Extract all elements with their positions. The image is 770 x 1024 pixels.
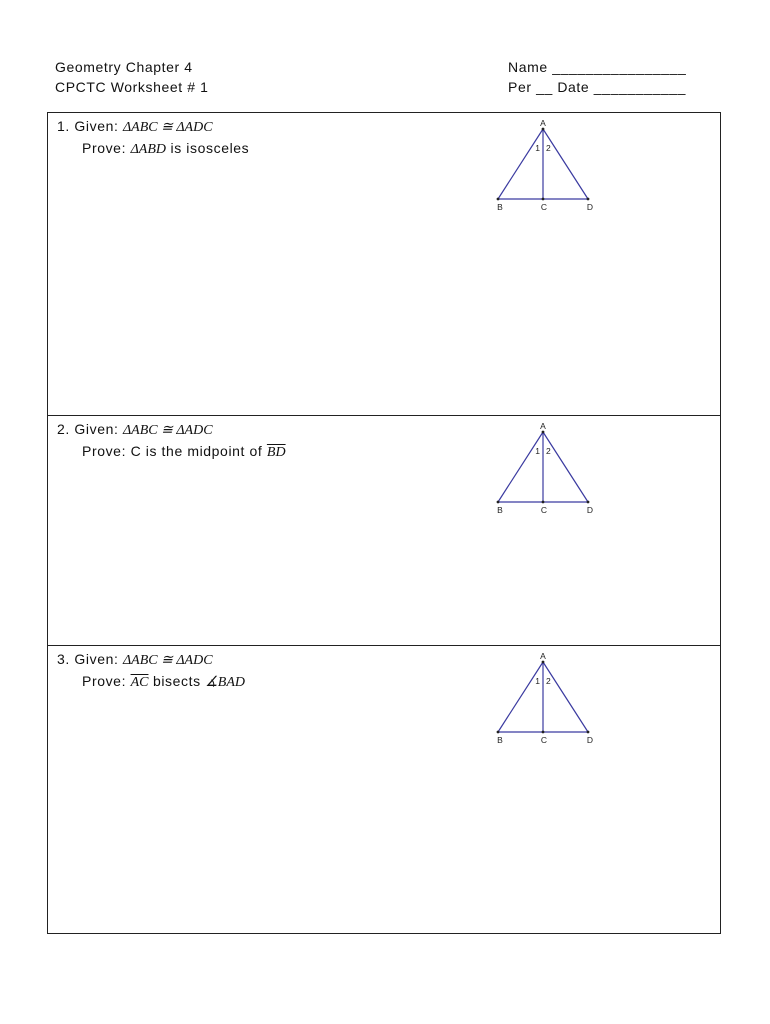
name-line: Name ________________ (508, 59, 687, 75)
vertex-d-point (587, 198, 590, 201)
vertex-c-point (542, 731, 545, 734)
side-ab (498, 129, 543, 199)
label-angle-1: 1 (535, 143, 540, 153)
problem-number: 3. (57, 651, 70, 667)
prove-text: is isosceles (170, 140, 250, 156)
prove-label: Prove: (82, 443, 127, 459)
label-d: D (586, 735, 594, 745)
label-d: D (586, 202, 594, 212)
vertex-c-point (542, 198, 545, 201)
vertex-c-point (542, 501, 545, 504)
side-ab (498, 662, 543, 732)
prove-math-angle: ∡BAD (205, 675, 245, 690)
label-angle-1: 1 (535, 446, 540, 456)
side-ad (543, 129, 588, 199)
vertex-a-point (542, 128, 545, 131)
label-a: A (540, 421, 546, 431)
label-b: B (497, 505, 503, 515)
prove-math: ΔABD (130, 142, 166, 157)
side-ad (543, 432, 588, 502)
triangle-figure (488, 420, 608, 520)
prove-math: $\overline{BD}$ (266, 445, 286, 460)
given-statement: ΔABC ≅ ΔADC (122, 120, 213, 135)
per-date-line: Per __ Date ___________ (508, 79, 687, 95)
problem-1-prove (82, 138, 249, 160)
problem-3-box (47, 645, 721, 934)
problem-number: 2. (57, 421, 70, 437)
given-statement: ΔABC ≅ ΔADC (122, 653, 213, 668)
triangle-abd-svg (488, 117, 608, 217)
vertex-b-point (497, 731, 500, 734)
label-angle-1: 1 (535, 676, 540, 686)
vertex-a-point (542, 431, 545, 434)
vertex-d-point (587, 731, 590, 734)
worksheet-header-left (55, 57, 209, 97)
problem-number: 1. (57, 118, 70, 134)
problem-3-prove (82, 671, 245, 693)
given-label: Given: (74, 651, 119, 667)
label-c: C (540, 202, 548, 212)
label-a: A (540, 118, 546, 128)
given-statement: ΔABC ≅ ΔADC (122, 423, 213, 438)
label-b: B (497, 202, 503, 212)
problem-2-given (57, 419, 213, 441)
prove-text: C is the midpoint of (130, 443, 263, 459)
side-ad (543, 662, 588, 732)
label-d: D (586, 505, 594, 515)
problem-1-given (57, 116, 213, 138)
given-label: Given: (74, 421, 119, 437)
problem-3-given (57, 649, 213, 671)
given-label: Given: (74, 118, 119, 134)
label-angle-2: 2 (546, 676, 551, 686)
prove-label: Prove: (82, 673, 127, 689)
triangle-abd-svg (488, 650, 608, 750)
triangle-figure (488, 650, 608, 750)
problem-1-box (47, 112, 721, 416)
vertex-a-point (542, 661, 545, 664)
label-angle-2: 2 (546, 446, 551, 456)
label-c: C (540, 505, 548, 515)
label-b: B (497, 735, 503, 745)
side-ab (498, 432, 543, 502)
prove-text: bisects (152, 673, 201, 689)
vertex-d-point (587, 501, 590, 504)
course-title: Geometry Chapter 4 (55, 59, 193, 75)
label-c: C (540, 735, 548, 745)
label-a: A (540, 651, 546, 661)
label-angle-2: 2 (546, 143, 551, 153)
problem-2-box (47, 415, 721, 646)
vertex-b-point (497, 501, 500, 504)
worksheet-header-right (508, 57, 686, 97)
vertex-b-point (497, 198, 500, 201)
worksheet-title: CPCTC Worksheet # 1 (55, 79, 209, 95)
prove-math: $\overline{AC}$ (130, 675, 149, 690)
prove-label: Prove: (82, 140, 127, 156)
triangle-abd-svg (488, 420, 608, 520)
problem-2-prove (82, 441, 286, 463)
triangle-figure (488, 117, 608, 217)
